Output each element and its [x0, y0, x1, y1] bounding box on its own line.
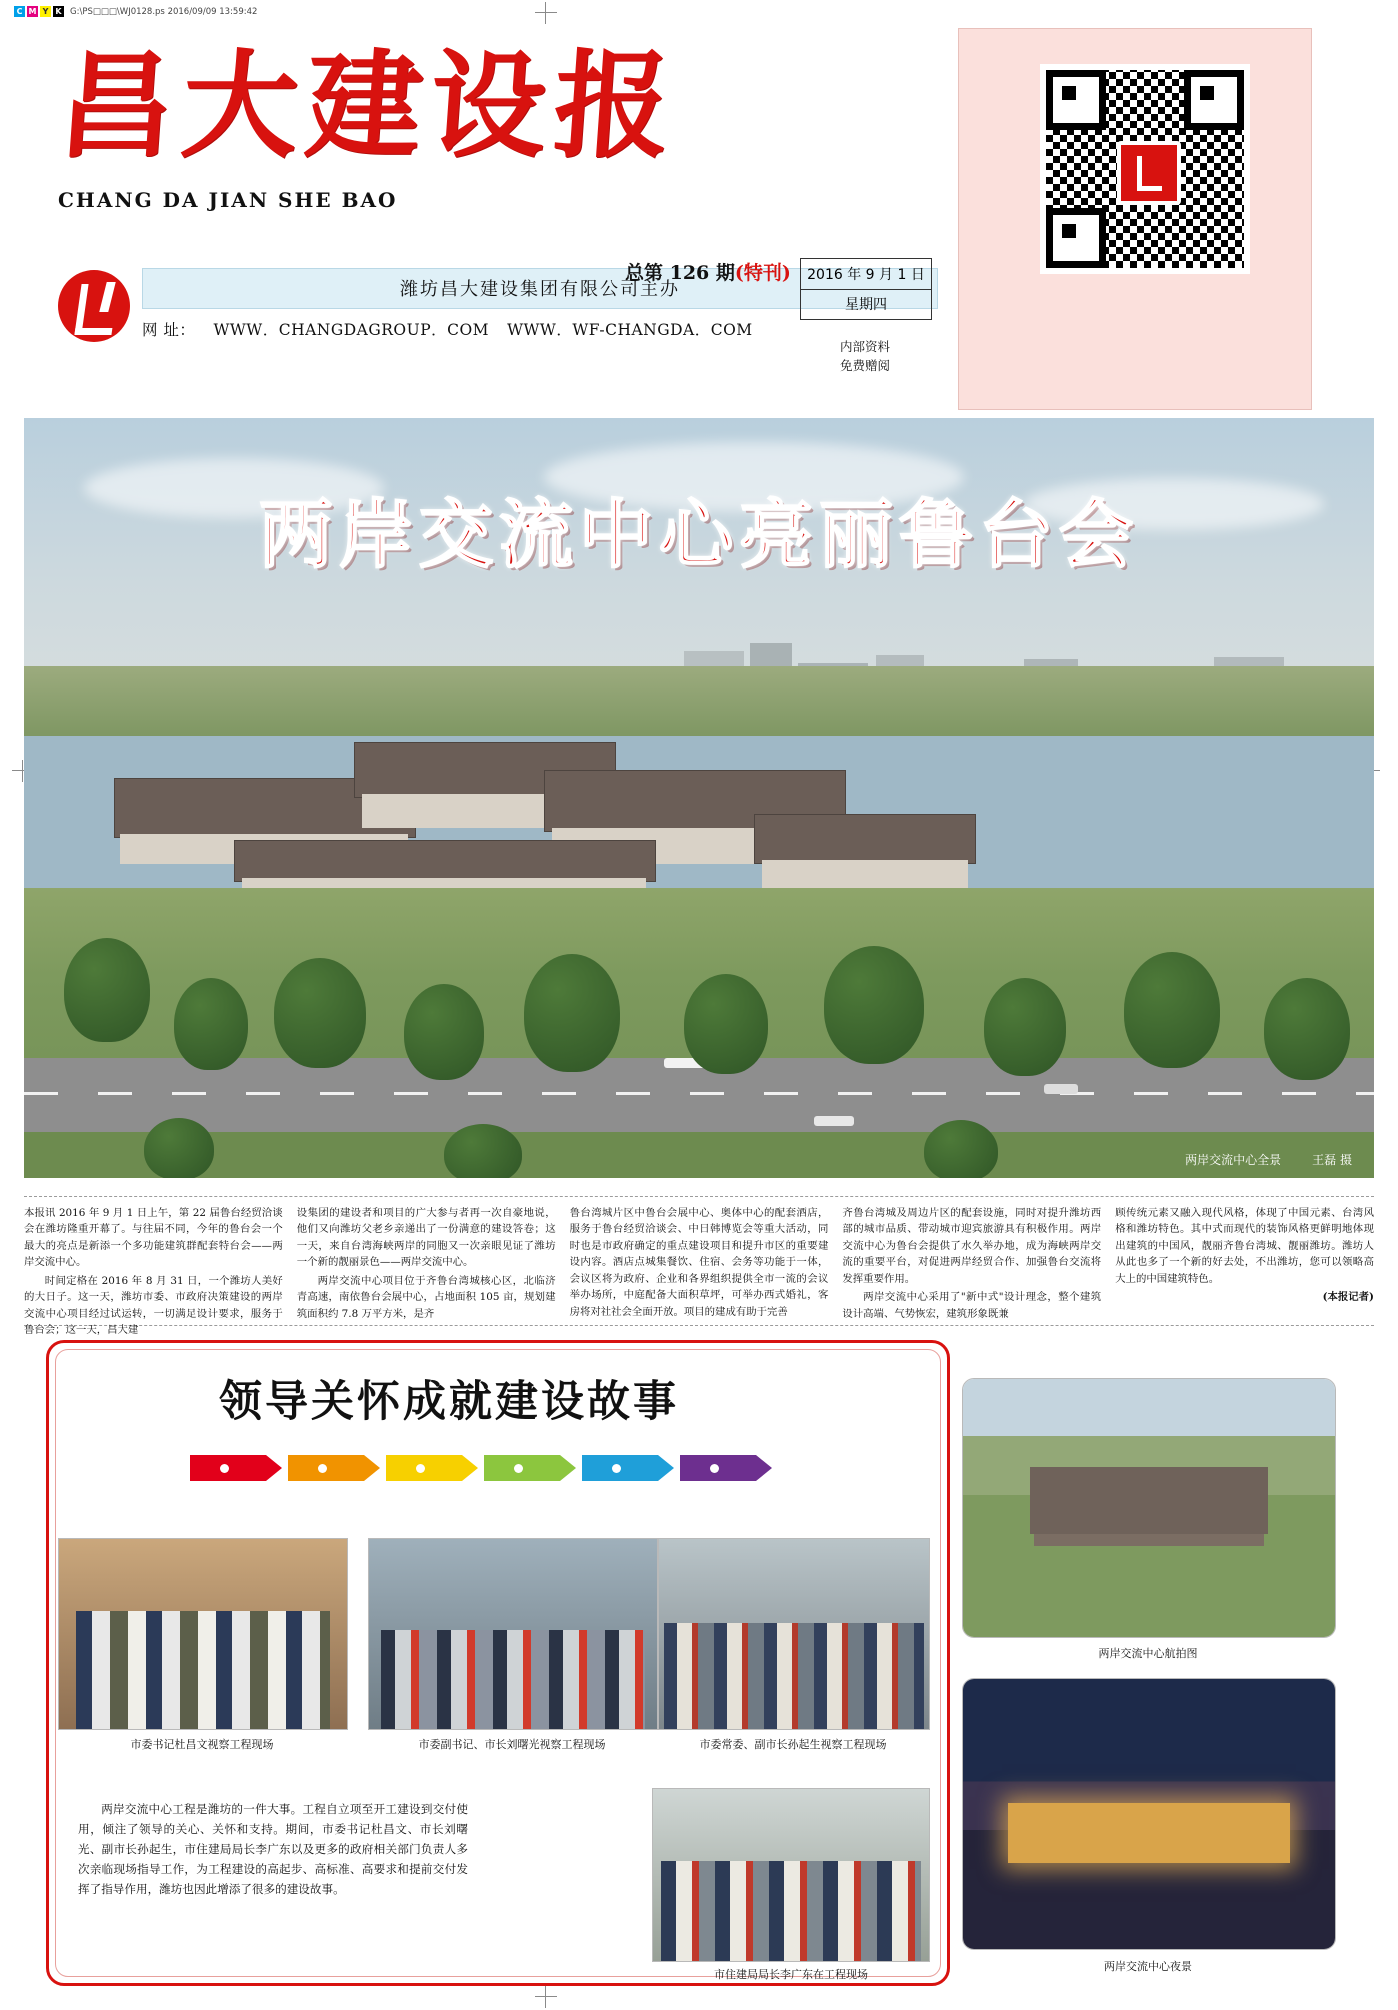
date-box	[800, 258, 932, 320]
photo-visit-3-caption: 市委常委、副市长孙起生视察工程现场	[699, 1738, 887, 1751]
article-column	[842, 1205, 1101, 1341]
tree	[824, 946, 924, 1064]
photo-night	[962, 1678, 1336, 1950]
crop-mark-top	[535, 2, 557, 24]
arrow-segment	[582, 1455, 674, 1481]
article-column	[570, 1205, 829, 1341]
arrow-segment	[386, 1455, 478, 1481]
print-control-bar	[14, 6, 257, 17]
road	[24, 1058, 1374, 1132]
feature-body-text	[78, 1800, 468, 1900]
website-url-2: WWW．WF-CHANGDA．COM	[507, 321, 753, 339]
tree	[1124, 952, 1220, 1068]
company-logo-icon	[58, 270, 130, 342]
lead-article	[24, 1196, 1374, 1337]
article-column	[24, 1205, 283, 1341]
newspaper-title	[53, 38, 938, 174]
tree	[524, 954, 620, 1072]
arrow-segment	[190, 1455, 282, 1481]
issue-special-tag: (特刊)	[734, 262, 791, 284]
roadside-grass	[24, 1132, 1374, 1178]
article-paragraph: 鲁台湾城片区中鲁台会展中心、奥体中心的配套酒店，服务于鲁台经贸洽谈会、中日韩博览会等重大活动，同时也是市政府确定的重点建设项目和提升市区的重要建设内容。酒店点城集餐饮、住宿、会务等功能于一体，会议区将为政府、企业和各界组织提供全市一流的会议举办场所，中庭配备大面积草坪，可举办西式婚礼，客房将对社社会全面开放。项目的建成有助于完善	[569, 1207, 829, 1318]
cmyk-swatches	[14, 6, 64, 17]
tree	[174, 978, 248, 1070]
feature-section-title: 领导关怀成就建设故事	[219, 1377, 679, 1427]
tree	[444, 1124, 522, 1178]
tree	[984, 978, 1066, 1076]
yellow-swatch: Y	[40, 6, 51, 17]
notice-line-2: 免费赠阅	[839, 357, 890, 373]
tree	[1264, 978, 1350, 1080]
qr-finder-top-right	[1184, 70, 1244, 130]
feature-paragraph: 两岸交流中心工程是潍坊的一件大事。工程自立项至开工建设到交付使用，倾注了领导的关心、关怀和支持。期间，市委书记杜昌文、市长刘曙光、副市长孙起生，市住建局局长李广东以及更多的政府相关部门负责人多次亲临现场指导工作，为工程建设的高起步、高标准、高要求和提前交付发挥了指导作用，潍坊也因此增添了很多的建设故事。	[78, 1802, 468, 1896]
arrow-divider	[190, 1455, 772, 1481]
article-column	[1115, 1205, 1374, 1341]
hero-caption-group	[1185, 1149, 1352, 1168]
article-paragraph: 时间定格在 2016 年 8 月 31 日，一个潍坊人美好的大日子。这一天，潍坊市委、市政府决策建设的两岸交流中心项目经过试运转，一切满足设计要求，服务于鲁台会；这一天，昌大建	[24, 1274, 283, 1337]
tree	[924, 1120, 998, 1178]
black-swatch: K	[53, 6, 64, 17]
tree	[274, 958, 366, 1068]
photo-visit-2	[368, 1538, 658, 1730]
distribution-notice	[800, 338, 930, 376]
website-line	[142, 318, 938, 340]
photo-visit-4-caption: 市住建局局长李广东在工程现场	[714, 1968, 868, 1981]
vehicle	[814, 1116, 854, 1126]
issue-number	[625, 258, 791, 285]
article-paragraph: 本报讯 2016 年 9 月 1 日上午，第 22 届鲁台经贸洽谈会在潍坊隆重开幕了。与往届不同，今年的鲁台会一个最大的亮点是新添一个多功能建筑群配套特台会——两岸交流中心。	[24, 1207, 283, 1269]
article-byline: (本报记者)	[1322, 1291, 1374, 1304]
article-paragraph: 顾传统元素又融入现代风格，体现了中国元素、台湾风格和潍坊特色。其中式而现代的装饰风格更鲜明地体现出建筑的中国风，靓丽齐鲁台湾城、靓丽潍坊。潍坊人从此也多了一个新的好去处，不出潍坊，您可以领略高大上的中国建筑特色。	[1115, 1207, 1374, 1285]
arrow-segment	[680, 1455, 772, 1481]
qr-finder-top-left	[1046, 70, 1106, 130]
crop-mark-bottom	[535, 1986, 557, 2008]
publish-weekday: 星期四	[845, 297, 887, 313]
hero-headline: 两岸交流中心亮丽鲁台会	[259, 492, 1139, 578]
qr-center-logo-icon	[1117, 141, 1181, 205]
tree	[404, 984, 484, 1080]
article-column	[297, 1205, 556, 1341]
magenta-swatch: M	[28, 7, 37, 16]
vehicle	[1044, 1084, 1078, 1094]
hero-caption: 两岸交流中心全景	[1185, 1153, 1282, 1167]
article-paragraph: 两岸交流中心项目位于齐鲁台湾城核心区，北临济青高速，南依鲁台会展中心，占地面积 105 亩，规划建筑面积约 7.8 万平方米，是齐	[296, 1274, 556, 1320]
print-file-info: G:\PS□□□\WJ0128.ps 2016/09/09 13:59:42	[70, 6, 258, 17]
article-paragraph: 齐鲁台湾城及周边片区的配套设施，同时对提升潍坊西部的城市品质、带动城市迎宾旅游具有积极作用。两岸交流中心为鲁台会提供了水久举办地，成为海峡两岸交流的重要平台，对促进两岸经贸合作、加强鲁台交流将发挥重要作用。	[842, 1207, 1102, 1285]
qr-finder-bottom-left	[1046, 208, 1106, 268]
sponsor-line: 潍坊昌大建设集团有限公司主办	[142, 268, 938, 309]
photo-aerial-caption: 两岸交流中心航拍图	[1098, 1647, 1198, 1660]
hero-photo	[24, 418, 1374, 1178]
photo-night-caption: 两岸交流中心夜景	[1104, 1960, 1192, 1973]
qr-code[interactable]	[1040, 64, 1250, 274]
article-paragraph: 两岸交流中心采用了"新中式"设计理念，整个建筑设计高端、气势恢宏，建筑形象既兼	[842, 1291, 1102, 1320]
arrow-segment	[288, 1455, 380, 1481]
tree	[64, 938, 150, 1042]
tree	[684, 974, 768, 1074]
hero-photo-credit: 王磊 摄	[1312, 1153, 1352, 1167]
photo-visit-1	[58, 1538, 348, 1730]
website-label: 网 址：	[142, 321, 196, 339]
newspaper-pinyin: CHANG DA JIAN SHE BAO	[58, 188, 398, 212]
arrow-segment	[484, 1455, 576, 1481]
cyan-swatch: C	[14, 6, 25, 17]
newspaper-title-text: 昌大建设报	[53, 38, 683, 174]
photo-visit-3	[658, 1538, 930, 1730]
tree	[144, 1118, 214, 1178]
photo-visit-1-caption: 市委书记杜昌文视察工程现场	[130, 1738, 274, 1751]
photo-visit-2-caption: 市委副书记、市长刘曙光视察工程现场	[418, 1738, 606, 1751]
article-paragraph: 设集团的建设者和项目的广大参与者再一次自豪地说，他们又向潍坊父老乡亲递出了一份满意的建设答卷；这一天，来自台湾海峡两岸的同胞又一次亲眼见证了潍坊一个新的靓丽景色——两岸交流中心。	[296, 1207, 556, 1269]
photo-aerial	[962, 1378, 1336, 1638]
issue-number-text: 总第 126 期	[625, 262, 735, 284]
photo-visit-4	[652, 1788, 930, 1962]
publish-date: 2016 年 9 月 1 日	[801, 259, 931, 290]
website-url-1: WWW．CHANGDAGROUP．COM	[213, 321, 490, 339]
notice-line-1: 内部资料	[839, 339, 890, 354]
